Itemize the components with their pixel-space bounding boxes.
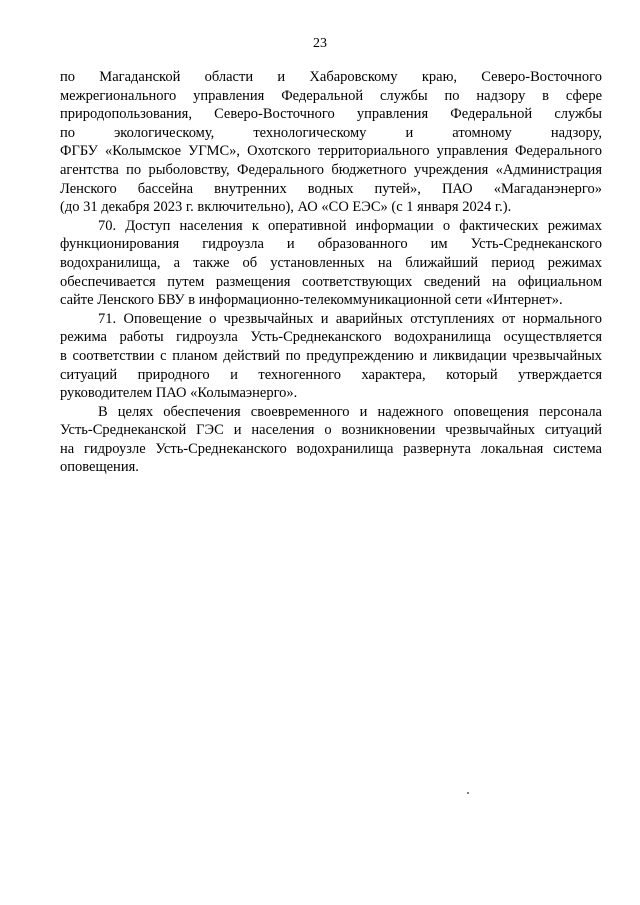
text-line: оповещения. xyxy=(60,459,139,476)
text-line: по Магаданской области и Хабаровскому краю, Северо-Восточного xyxy=(60,69,602,85)
page-number: 23 xyxy=(313,36,327,51)
text-line: водохранилища, а также об установленных на ближайший период режимах xyxy=(60,254,602,271)
text-line: агентства по рыболовству, Федерального бюджетного учреждения «Администрация xyxy=(60,161,602,178)
text-line: 71. Оповещение о чрезвычайных и аварийных отступлениях от нормального xyxy=(98,310,602,327)
text-line: на гидроузле Усть-Среднеканского водохранилища развернута локальная система xyxy=(60,440,602,457)
scan-artifact-dot xyxy=(467,792,469,794)
text-line: 70. Доступ населения к оперативной информации о фактических режимах xyxy=(98,217,602,234)
text-line: ситуаций природного и техногенного характера, который утверждается xyxy=(60,366,602,383)
text-line: природопользования, Северо-Восточного управления Федеральной службы xyxy=(60,106,602,123)
text-line: (до 31 декабря 2023 г. включительно), АО «СО ЕЭС» (с 1 января 2024 г.). xyxy=(60,199,512,216)
text-line: обеспечивается путем размещения соответствующих сведений на официальном xyxy=(60,273,602,290)
text-line: Ленского бассейна внутренних водных путей», ПАО «Магаданэнерго» xyxy=(60,180,602,197)
text-line: функционирования гидроузла и образованного им Усть-Среднеканского xyxy=(60,236,602,253)
text-line: В целях обеспечения своевременного и надежного оповещения персонала xyxy=(98,403,602,420)
text-line: сайте Ленского БВУ в информационно-телекоммуникационной сети «Интернет». xyxy=(60,292,563,309)
text-line: руководителем ПАО «Колымаэнерго». xyxy=(60,385,298,402)
text-line: режима работы гидроузла Усть-Среднеканского водохранилища осуществляется xyxy=(60,329,602,346)
text-line: Усть-Среднеканской ГЭС и населения о возникновении чрезвычайных ситуаций xyxy=(60,422,602,439)
text-line: в соответствии с планом действий по предупреждению и ликвидации чрезвычайных xyxy=(60,347,602,364)
text-line: межрегионального управления Федеральной службы по надзору в сфере xyxy=(60,87,602,104)
text-line: по экологическому, технологическому и атомному надзору, xyxy=(60,124,602,141)
body-text xyxy=(60,68,602,477)
text-line: ФГБУ «Колымское УГМС», Охотского территориального управления Федерального xyxy=(60,143,602,160)
